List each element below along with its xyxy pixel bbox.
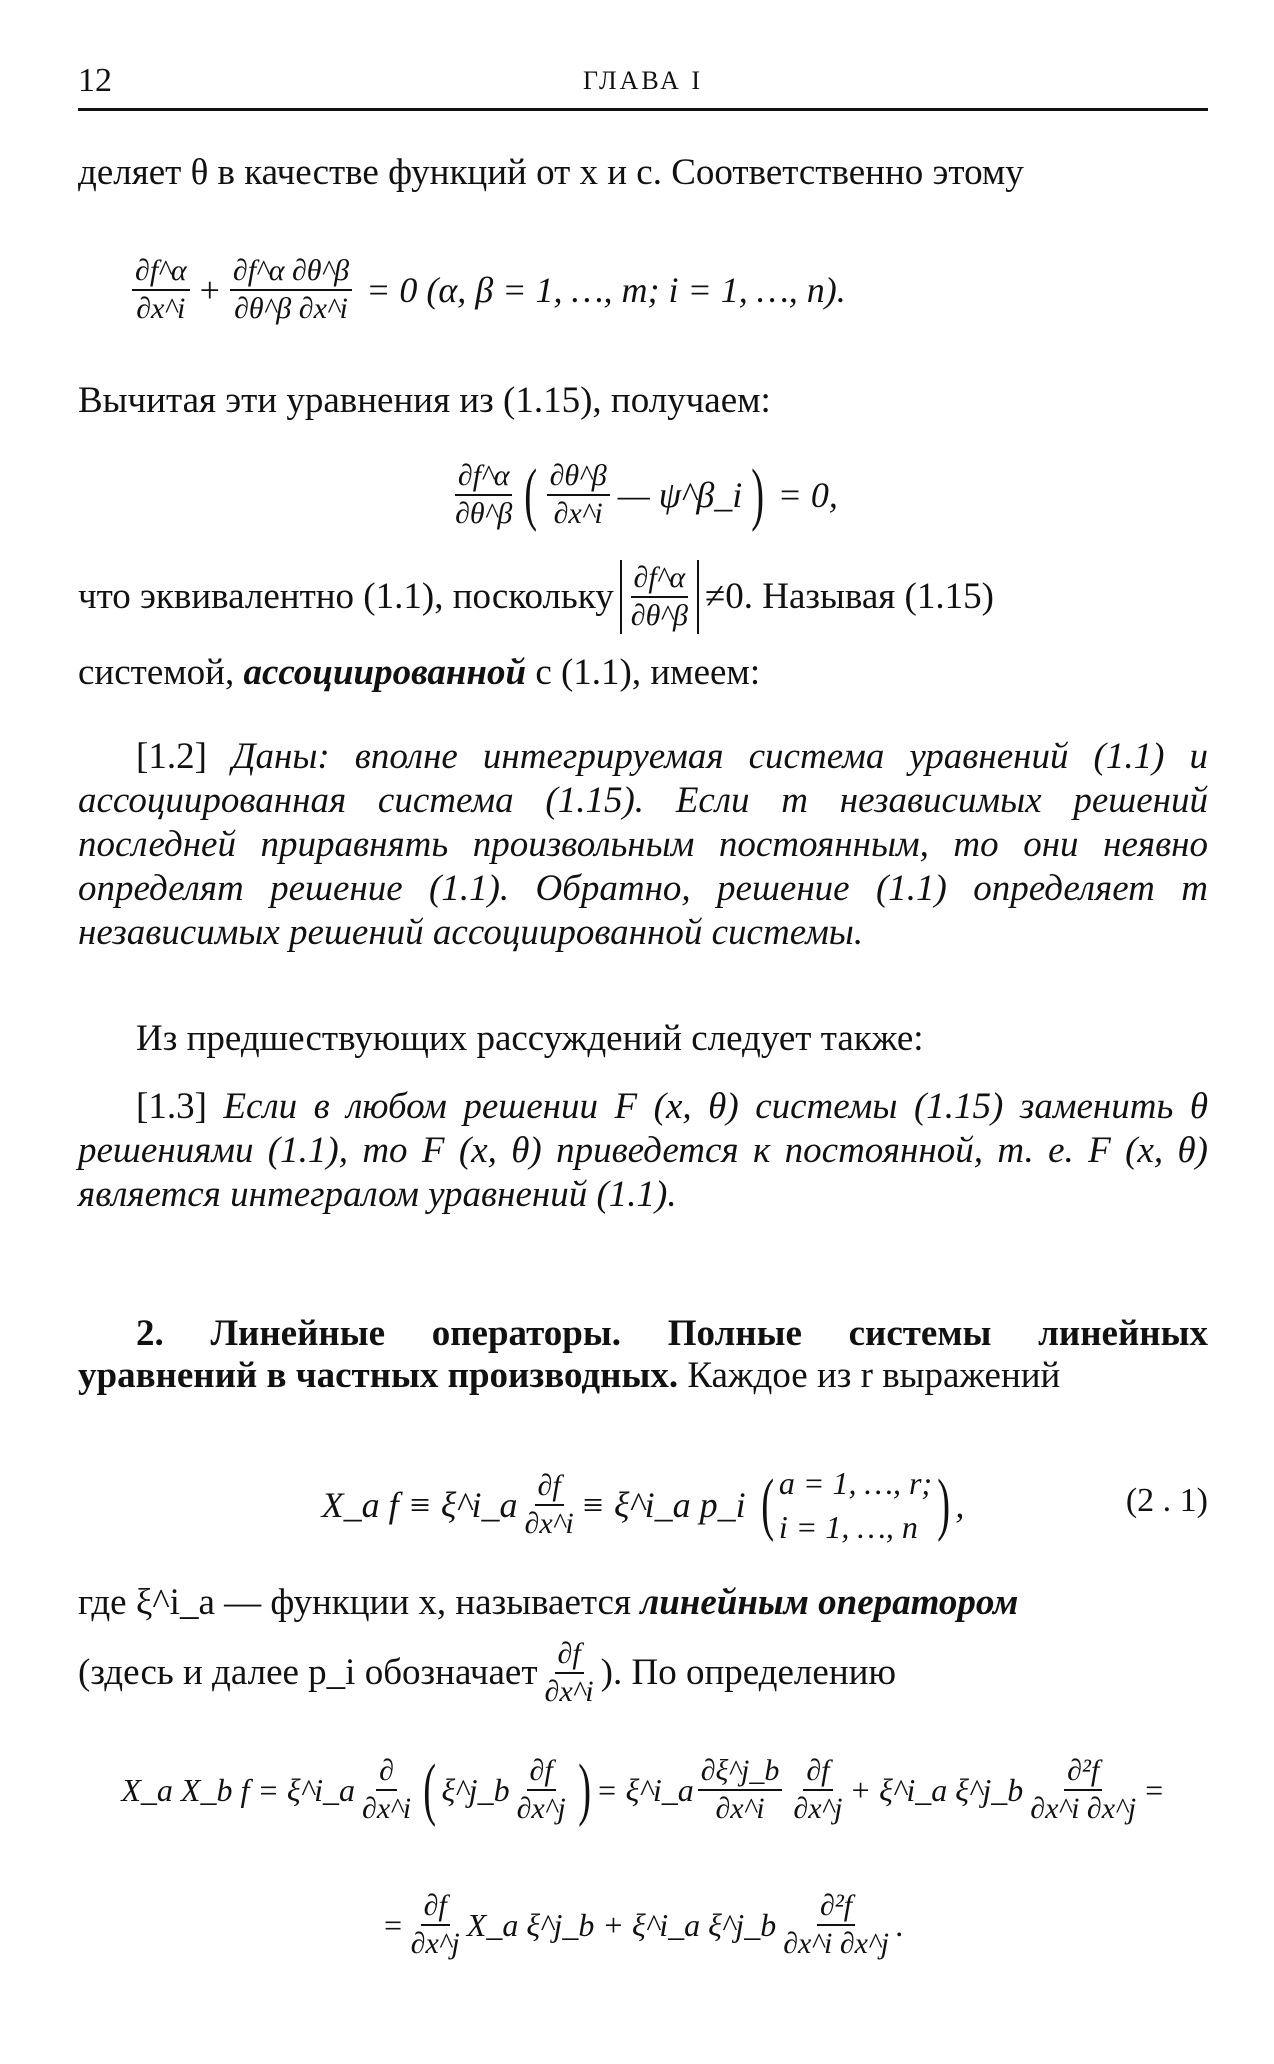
page-number: 12 [78,62,112,99]
header-rule [78,108,1208,111]
paragraph-2: Вычитая эти уравнения из (1.15), получаем: [78,380,771,421]
equation-1: $\frac{\partial f\^{}\alpha}{\partial x\^{}i}$ + $\frac{\partial f\^{}\alpha \partial\theta\^{}\beta}{\partial\theta\^{}\beta \partial x\^{}i}$ = 0 (α, β = 1, …, m; i = 1, …, n). [78,240,1208,340]
paragraph-3-line-2: системой, ассоциированной с (1.1), имеем: [78,652,761,693]
equation-2: $\frac{\partial f\^{}\alpha}{\partial\theta\^{}\beta}$ ( $\frac{\partial\theta\^{}\beta}{\partial x\^{}i}$ — ψ^β_i ) = 0, [455,456,838,533]
paragraph-3-line-1: что эквивалентно (1.1), поскольку $\frac{\partial f\^{}\alpha}{\partial\theta\^{}\beta}$ ≠0. Называя (1.15) [78,561,994,632]
eq1-rhs: = 0 (α, β = 1, …, m; i = 1, …, n). [366,270,846,310]
paragraph-1: деляет θ в качестве функций от x и c. Соответственно этому [78,152,1024,193]
equation-4: = $\frac{\partial f}{\partial x\^{}j}$ X_a ξ^j_b + ξ^i_a ξ^j_b $\frac{\text{∂²f}}{\partial x\^{}i \partial x\^{}j}$ . [382,1889,904,1960]
chapter-title: ГЛАВА I [582,66,704,95]
book-page [78,0,1208,2064]
eq1-frac-2: $\frac{\partial f\^{}\alpha \partial\theta\^{}\beta}{\partial\theta\^{}\beta \partial x\^{}i}$ [230,253,352,327]
theorem-1-2: [1.2] Даны: вполне интегрируемая система уравнений (1.1) и ассоциированная система (1.15). Если m независимых решений последней приравнять произвольным постоянным, то они неявно определят решение (1.1). Обратно, решение (1.1) определяет m независимых решений ассоциированной системы. [78,736,1208,953]
paragraph-5-line-1: где ξ^i_a — функции x, называется линейным оператором [78,1582,1019,1623]
equation-2-1: X_a f ≡ ξ^i_a $\frac{\partial f}{\partial x\^{}i}$ ≡ ξ^i_a p_i ( a = 1, …, r; i = 1, …, n ) , (2 . 1) [321,1465,1208,1545]
section-2-intro: 2. Линейные операторы. Полные системы линейных уравнений в частных производных. Каждое из r выражений [78,1313,1208,1396]
page-header [78,62,1208,102]
eq1-frac-1: $\frac{\partial f\^{}\alpha}{\partial x\^{}i}$ [132,253,190,327]
equation-3: X_a X_b f = ξ^i_a $\frac{\partial}{\partial x\^{}i}$ ( ξ^j_b $\frac{\partial f}{\partial x\^{}j}$ ) = ξ^i_a $\frac{\partial\xi\^{}j\_b}{\partial x\^{}i}$ $\frac{\partial f}{\partial x\^{}j}$ + ξ^i_a ξ^j_b $\frac{\text{∂²f}}{\partial x\^{}i \partial x\^{}j}$ = [121,1751,1165,1828]
equation-number: (2 . 1) [1125,1482,1208,1519]
paragraph-4: Из предшествующих рассуждений следует также: [136,1018,924,1059]
theorem-1-3: [1.3] Если в любом решении F (x, θ) системы (1.15) заменить θ решениями (1.1), то F (x, θ) приведется к постоянной, т. е. F (x, θ) является интегралом уравнений (1.1). [78,1086,1209,1215]
paragraph-5-line-2: (здесь и далее p_i обозначает $\frac{\partial f}{\partial x\^{}i}$ ). По определению [78,1637,897,1708]
